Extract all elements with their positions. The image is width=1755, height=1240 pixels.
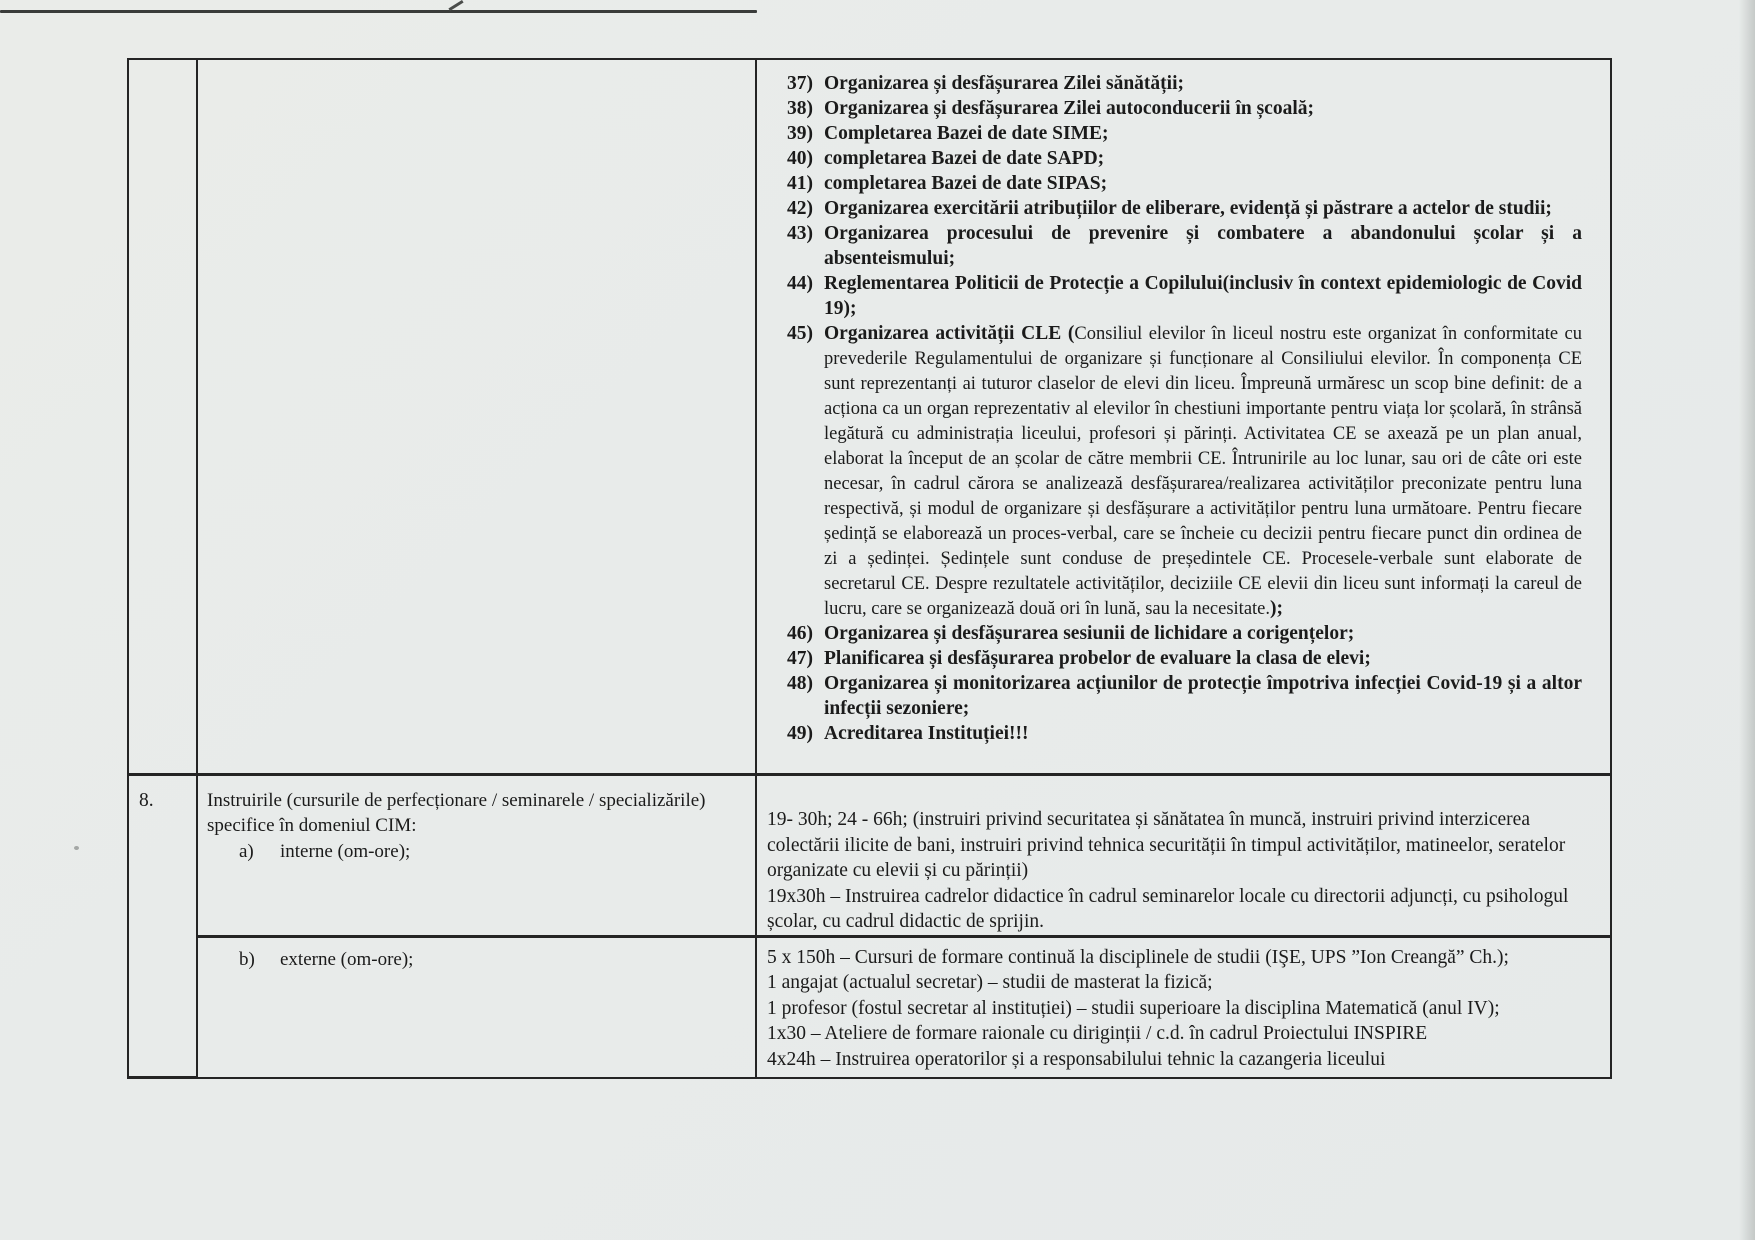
- item-text: Completarea Bazei de date SIME;: [824, 123, 1109, 144]
- sub-item-a: [239, 839, 743, 864]
- activities-list: [757, 60, 1610, 746]
- list-item: [787, 196, 1582, 221]
- row-number-cell: [128, 775, 197, 1078]
- description-cell-8b: [197, 936, 756, 1078]
- item-number: 44): [787, 273, 813, 294]
- item-text: completarea Bazei de date SIPAS;: [824, 173, 1108, 194]
- list-item: [787, 146, 1582, 171]
- item-number: 41): [787, 173, 813, 194]
- sub-item-label: externe (om-ore);: [280, 948, 414, 970]
- internal-trainings-paragraph: 19x30h – Instruirea cadrelor didactice în cadrul seminarelor locale cu directorii adjuncți, cu psihologul școlar, cu cadrul didactic de sprijin.: [767, 885, 1569, 932]
- item-text: Planificarea și desfășurarea probelor de evaluare la clasa de elevi;: [824, 648, 1371, 669]
- item-text: Organizarea și desfășurarea Zilei autoconducerii în școală;: [824, 98, 1314, 119]
- item-text: Reglementarea Politicii de Protecție a Copilului(inclusiv în context epidemiologic de Covid 19);: [824, 273, 1582, 319]
- item-text: Acreditarea Instituției!!!: [824, 723, 1029, 744]
- description-cell-empty: [197, 59, 756, 775]
- item-number: 46): [787, 623, 813, 644]
- sub-item-letter: a): [239, 841, 254, 862]
- list-item: [787, 271, 1582, 321]
- item-number: 42): [787, 198, 813, 219]
- item-text: Organizarea și desfășurarea Zilei sănătății;: [824, 73, 1184, 94]
- item-number: 48): [787, 673, 813, 694]
- table-row-8b: [128, 936, 1611, 1078]
- item-number: 37): [787, 73, 813, 94]
- activities-cell: [756, 59, 1611, 775]
- external-trainings-line: 5 x 150h – Cursuri de formare continuă la disciplinele de studii (IŞE, UPS ”Ion Creangă” Ch.);: [767, 946, 1509, 968]
- external-trainings-line: 1 angajat (actualul secretar) – studii de masterat la fizică;: [767, 972, 1213, 993]
- item-text-detail: Consiliul elevilor în liceul nostru este organizat în conformitate cu prevederile Regulamentului de organizare și funcționare al Consiliului elevilor. În componența CE sunt reprezentanți ai tuturor claselor de elevi din liceu. Împreună urmăresc un scop bine definit: de a acționa ca un organ reprezentativ al elevilor în chestiuni importante pentru viața lor școlară, în strânsă legătură cu administrația liceului, profesori și părinți. Activitatea CE se axează pe un plan anual, elaborat la început de an școlar de către membrii CE. Întrunirile au loc lunar, sau ori de câte ori este necesar, în cadrul cărora se analizează desfășurarea/realizarea activităților preconizate pentru luna respectivă, și modul de organizare și desfășurare a activităților pentru luna următoare. Pentru fiecare ședință se elaborează un proces-verbal, care se încheie cu decizii pentru fiecare punct din ordinea de zi a ședinței. Ședințele sunt conduse de președintele CE. Procesele-verbale sunt elaborate de secretarul CE. Despre rezultatele activităților, deciziile CE elevii din liceu sunt informați la careul de lucru, care se organizează două ori în lună, sau la necesitate.: [824, 324, 1583, 619]
- description-cell-8a: [197, 775, 756, 937]
- row-number: 8.: [139, 790, 154, 811]
- item-text: Organizarea procesului de prevenire și combatere a abandonului școlar și a absenteismului;: [824, 223, 1582, 269]
- sub-item-label: interne (om-ore);: [280, 841, 411, 862]
- row8-title: Instruirile (cursurile de perfecționare / seminarele / specializările) specifice în domeniul CIM:: [207, 790, 706, 836]
- list-item: [787, 96, 1582, 121]
- value-cell-8b: [756, 936, 1611, 1078]
- scan-artifact-line: [0, 10, 757, 13]
- sub-item-b: [239, 947, 743, 972]
- value-cell-8a: [756, 775, 1611, 937]
- item-number: 47): [787, 648, 813, 669]
- row-number-cell-empty: [128, 59, 197, 775]
- table-row-8a: [128, 775, 1611, 937]
- item-text: Organizarea și monitorizarea acțiunilor de protecție împotriva infecției Covid-19 și a altor infecții sezoniere;: [824, 673, 1582, 719]
- table-row-continuation: [128, 59, 1611, 775]
- item-text: Organizarea și desfășurarea sesiunii de lichidare a corigențelor;: [824, 623, 1355, 644]
- item-number: 39): [787, 123, 813, 144]
- list-item: [787, 71, 1582, 96]
- list-item: [787, 171, 1582, 196]
- item-number: 43): [787, 223, 813, 244]
- external-trainings-line: 1 profesor (fostul secretar al instituției) – studii superioare la disciplina Matematică (anul IV);: [767, 997, 1500, 1019]
- list-item: [787, 721, 1582, 746]
- list-item: [787, 646, 1582, 671]
- item-text-bold-tail: );: [1270, 598, 1284, 619]
- scan-artifact-dot: [74, 846, 79, 850]
- list-item: [787, 621, 1582, 646]
- item-number: 45): [787, 323, 813, 344]
- item-text: Organizarea exercitării atribuțiilor de eliberare, evidență și păstrare a actelor de studii;: [824, 198, 1552, 219]
- external-trainings-line: 1x30 – Ateliere de formare raionale cu diriginții / c.d. în cadrul Proiectului INSPIRE: [767, 1023, 1428, 1044]
- item-number: 38): [787, 98, 813, 119]
- item-text: completarea Bazei de date SAPD;: [824, 148, 1105, 169]
- list-item: [787, 671, 1582, 721]
- scan-edge-shadow: [1739, 0, 1755, 1240]
- list-item: [787, 221, 1582, 271]
- list-item-cle: [787, 321, 1582, 621]
- external-trainings-line: 4x24h – Instruirea operatorilor și a responsabilului tehnic la cazangeria liceului: [767, 1048, 1386, 1070]
- internal-trainings-paragraph: 19- 30h; 24 - 66h; (instruiri privind securitatea și sănătatea în muncă, instruiri privind interzicerea colectării ilicite de bani, instruiri privind tehnica securității în timpul activităților, matineelor, seratelor organizate cu elevii și cu părinții): [767, 809, 1566, 881]
- item-number: 40): [787, 148, 813, 169]
- item-number: 49): [787, 723, 813, 744]
- document-table: [127, 58, 1612, 1079]
- sub-item-letter: b): [239, 948, 255, 970]
- item-text-bold: Organizarea activității CLE (: [824, 323, 1075, 344]
- list-item: [787, 121, 1582, 146]
